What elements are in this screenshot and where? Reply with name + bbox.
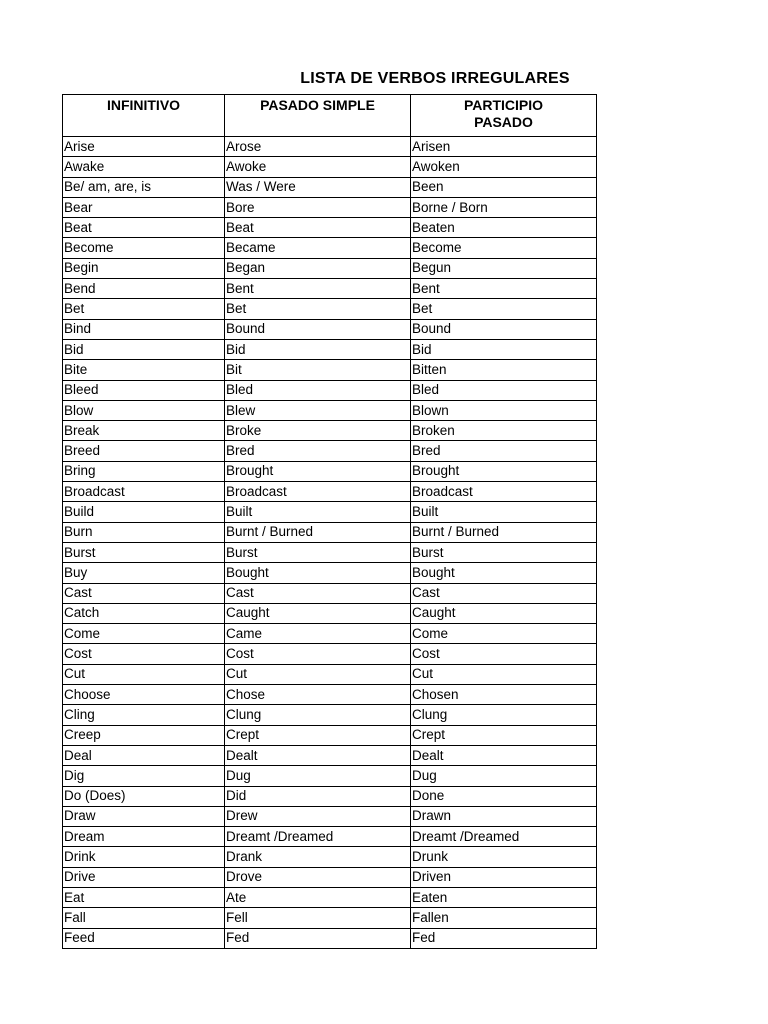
past-simple-cell: Began <box>225 258 411 278</box>
past-simple-cell: Burst <box>225 542 411 562</box>
past-simple-cell: Chose <box>225 685 411 705</box>
table-row <box>63 157 597 177</box>
past-participle-cell: Bound <box>411 319 597 339</box>
infinitive-cell: Burst <box>63 542 225 562</box>
table-row <box>63 380 597 400</box>
past-participle-cell: Arisen <box>411 137 597 157</box>
infinitive-cell: Bring <box>63 461 225 481</box>
infinitive-cell: Catch <box>63 603 225 623</box>
table-row <box>63 908 597 928</box>
document-title: LISTA DE VERBOS IRREGULARES <box>300 70 570 87</box>
past-participle-cell: Eaten <box>411 887 597 907</box>
infinitive-cell: Break <box>63 421 225 441</box>
past-simple-cell: Came <box>225 624 411 644</box>
header-past-participle-line1: PARTICIPIO <box>463 97 544 113</box>
infinitive-cell: Buy <box>63 563 225 583</box>
past-simple-cell: Bound <box>225 319 411 339</box>
table-row <box>63 339 597 359</box>
past-participle-cell: Bred <box>411 441 597 461</box>
past-participle-cell: Cost <box>411 644 597 664</box>
infinitive-cell: Arise <box>63 137 225 157</box>
past-participle-cell: Awoken <box>411 157 597 177</box>
infinitive-cell: Bid <box>63 339 225 359</box>
infinitive-cell: Beat <box>63 218 225 238</box>
table-header <box>63 95 597 137</box>
past-participle-cell: Cut <box>411 664 597 684</box>
past-simple-cell: Bid <box>225 339 411 359</box>
infinitive-cell: Awake <box>63 157 225 177</box>
past-participle-cell: Crept <box>411 725 597 745</box>
past-simple-cell: Fell <box>225 908 411 928</box>
past-simple-cell: Awoke <box>225 157 411 177</box>
past-participle-cell: Drunk <box>411 847 597 867</box>
table-row <box>63 745 597 765</box>
table-row <box>63 827 597 847</box>
header-past-simple: PASADO SIMPLE <box>225 95 411 137</box>
past-participle-cell: Caught <box>411 603 597 623</box>
infinitive-cell: Become <box>63 238 225 258</box>
header-past-participle-line2: PASADO <box>474 114 533 130</box>
past-participle-cell: Built <box>411 502 597 522</box>
infinitive-cell: Drive <box>63 867 225 887</box>
past-participle-cell: Blown <box>411 400 597 420</box>
table-row <box>63 441 597 461</box>
infinitive-cell: Cling <box>63 705 225 725</box>
past-simple-cell: Was / Were <box>225 177 411 197</box>
past-participle-cell: Chosen <box>411 685 597 705</box>
infinitive-cell: Bite <box>63 360 225 380</box>
past-simple-cell: Crept <box>225 725 411 745</box>
past-simple-cell: Bred <box>225 441 411 461</box>
past-participle-cell: Drawn <box>411 806 597 826</box>
infinitive-cell: Fall <box>63 908 225 928</box>
table-row <box>63 502 597 522</box>
past-simple-cell: Beat <box>225 218 411 238</box>
infinitive-cell: Creep <box>63 725 225 745</box>
past-simple-cell: Burnt / Burned <box>225 522 411 542</box>
past-simple-cell: Drove <box>225 867 411 887</box>
table-row <box>63 197 597 217</box>
infinitive-cell: Burn <box>63 522 225 542</box>
past-simple-cell: Did <box>225 786 411 806</box>
infinitive-cell: Drink <box>63 847 225 867</box>
past-participle-cell: Done <box>411 786 597 806</box>
infinitive-cell: Dream <box>63 827 225 847</box>
table-row <box>63 482 597 502</box>
past-simple-cell: Cast <box>225 583 411 603</box>
past-participle-cell: Bet <box>411 299 597 319</box>
infinitive-cell: Cut <box>63 664 225 684</box>
infinitive-cell: Eat <box>63 887 225 907</box>
infinitive-cell: Bear <box>63 197 225 217</box>
past-participle-cell: Bled <box>411 380 597 400</box>
past-participle-cell: Dug <box>411 766 597 786</box>
past-simple-cell: Drank <box>225 847 411 867</box>
past-simple-cell: Ate <box>225 887 411 907</box>
table-row <box>63 583 597 603</box>
infinitive-cell: Feed <box>63 928 225 948</box>
past-participle-cell: Bitten <box>411 360 597 380</box>
irregular-verbs-table <box>62 94 597 949</box>
past-simple-cell: Dug <box>225 766 411 786</box>
past-simple-cell: Arose <box>225 137 411 157</box>
table-row <box>63 400 597 420</box>
table-row <box>63 421 597 441</box>
header-row <box>63 95 597 137</box>
table-row <box>63 867 597 887</box>
table-row <box>63 319 597 339</box>
table-row <box>63 847 597 867</box>
infinitive-cell: Dig <box>63 766 225 786</box>
table-row <box>63 542 597 562</box>
past-participle-cell: Borne / Born <box>411 197 597 217</box>
table-row <box>63 725 597 745</box>
table-row <box>63 603 597 623</box>
table-row <box>63 177 597 197</box>
infinitive-cell: Bend <box>63 279 225 299</box>
table-row <box>63 685 597 705</box>
past-participle-cell: Bid <box>411 339 597 359</box>
past-simple-cell: Broke <box>225 421 411 441</box>
table-row <box>63 218 597 238</box>
past-participle-cell: Dreamt /Dreamed <box>411 827 597 847</box>
header-past-participle <box>411 95 597 137</box>
past-participle-cell: Bought <box>411 563 597 583</box>
past-simple-cell: Bore <box>225 197 411 217</box>
past-participle-cell: Fed <box>411 928 597 948</box>
past-simple-cell: Dreamt /Dreamed <box>225 827 411 847</box>
past-participle-cell: Been <box>411 177 597 197</box>
past-participle-cell: Burst <box>411 542 597 562</box>
past-simple-cell: Dealt <box>225 745 411 765</box>
table-row <box>63 705 597 725</box>
past-participle-cell: Begun <box>411 258 597 278</box>
past-simple-cell: Cost <box>225 644 411 664</box>
infinitive-cell: Bind <box>63 319 225 339</box>
table-row <box>63 664 597 684</box>
table-body <box>63 137 597 949</box>
past-participle-cell: Dealt <box>411 745 597 765</box>
past-simple-cell: Bit <box>225 360 411 380</box>
past-simple-cell: Fed <box>225 928 411 948</box>
table-row <box>63 928 597 948</box>
past-participle-cell: Broken <box>411 421 597 441</box>
infinitive-cell: Choose <box>63 685 225 705</box>
infinitive-cell: Come <box>63 624 225 644</box>
infinitive-cell: Cost <box>63 644 225 664</box>
table-row <box>63 522 597 542</box>
past-participle-cell: Burnt / Burned <box>411 522 597 542</box>
past-simple-cell: Blew <box>225 400 411 420</box>
infinitive-cell: Build <box>63 502 225 522</box>
table-row <box>63 299 597 319</box>
past-simple-cell: Caught <box>225 603 411 623</box>
past-participle-cell: Clung <box>411 705 597 725</box>
infinitive-cell: Be/ am, are, is <box>63 177 225 197</box>
table-row <box>63 624 597 644</box>
past-simple-cell: Became <box>225 238 411 258</box>
table-row <box>63 563 597 583</box>
past-participle-cell: Fallen <box>411 908 597 928</box>
infinitive-cell: Begin <box>63 258 225 278</box>
past-participle-cell: Brought <box>411 461 597 481</box>
past-simple-cell: Drew <box>225 806 411 826</box>
past-simple-cell: Bled <box>225 380 411 400</box>
infinitive-cell: Deal <box>63 745 225 765</box>
table-row <box>63 806 597 826</box>
infinitive-cell: Blow <box>63 400 225 420</box>
past-participle-cell: Driven <box>411 867 597 887</box>
past-participle-cell: Bent <box>411 279 597 299</box>
past-simple-cell: Broadcast <box>225 482 411 502</box>
past-participle-cell: Broadcast <box>411 482 597 502</box>
infinitive-cell: Bet <box>63 299 225 319</box>
header-infinitive: INFINITIVO <box>63 95 225 137</box>
past-participle-cell: Come <box>411 624 597 644</box>
infinitive-cell: Breed <box>63 441 225 461</box>
infinitive-cell: Broadcast <box>63 482 225 502</box>
table-row <box>63 258 597 278</box>
table-row <box>63 644 597 664</box>
table-row <box>63 461 597 481</box>
past-simple-cell: Bet <box>225 299 411 319</box>
past-participle-cell: Beaten <box>411 218 597 238</box>
infinitive-cell: Draw <box>63 806 225 826</box>
past-simple-cell: Clung <box>225 705 411 725</box>
past-simple-cell: Bought <box>225 563 411 583</box>
infinitive-cell: Cast <box>63 583 225 603</box>
past-simple-cell: Bent <box>225 279 411 299</box>
past-participle-cell: Become <box>411 238 597 258</box>
table-row <box>63 786 597 806</box>
past-simple-cell: Built <box>225 502 411 522</box>
table-row <box>63 238 597 258</box>
past-simple-cell: Cut <box>225 664 411 684</box>
infinitive-cell: Bleed <box>63 380 225 400</box>
table-row <box>63 137 597 157</box>
table-row <box>63 766 597 786</box>
infinitive-cell: Do (Does) <box>63 786 225 806</box>
past-simple-cell: Brought <box>225 461 411 481</box>
table-row <box>63 279 597 299</box>
table-row <box>63 360 597 380</box>
past-participle-cell: Cast <box>411 583 597 603</box>
table-row <box>63 887 597 907</box>
